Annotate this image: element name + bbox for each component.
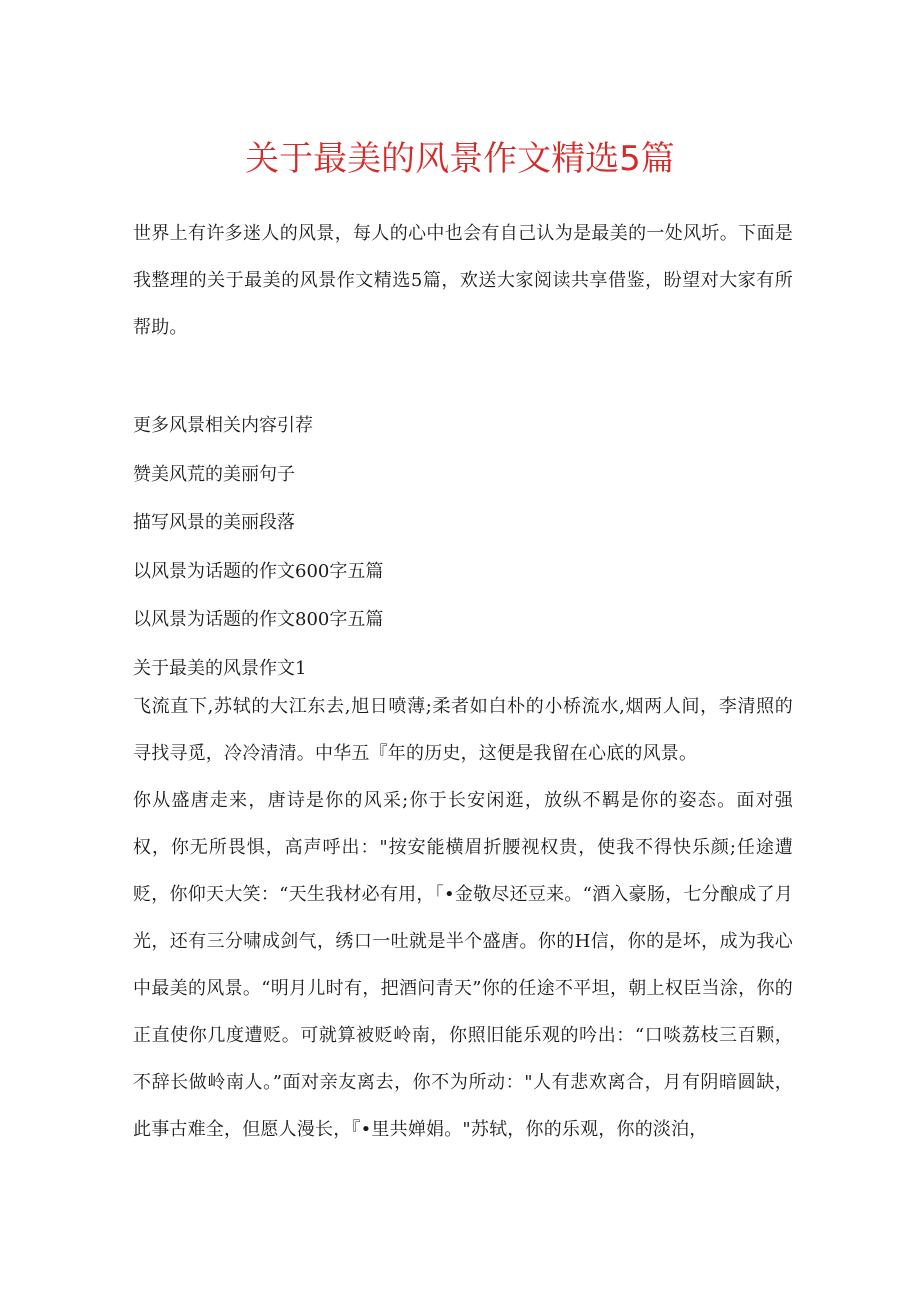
related-link-item[interactable]: 赞美风荒的美丽句子 [133, 463, 295, 485]
body-paragraph: 你从盛唐走来，唐诗是你的风采;你于长安闲逛，放纵不羁是你的姿态。面对强权，你无所畏惧，高声呼出："按安能横眉折腰视权贵，使我不得快乐颜;任途遭贬，你仰天大笑：“天生我材必有用，「•金敬尽还豆来。“酒入豪肠，七分酿成了月光，还有三分啸成剑气，绣口一吐就是半个盛唐。你的H信，你的是坏，成为我心中最美的风景。“明月儿时有，把酒问青天”你的任途不平坦，朝上权臣当涂，你的正直使你几度遭贬。可就算被贬岭南，你照旧能乐观的吟出：“口啖荔枝三百颗，不辞长做岭南人。”面对亲友离去，你不为所动："人有悲欢离合，月有阴暗圆缺，此事古难全，但愿人漫长，『•里共婵娟。"苏轼，你的乐观，你的淡泊， [133, 790, 793, 1140]
body-paragraph: 飞流直下,苏轼的大江东去,旭日喷薄;柔者如白朴的小桥流水,烟两人间，李清照的寻找寻觅，冷冷清清。中华五『年的历史，这便是我留在心底的风景。 [133, 696, 793, 764]
related-link-item[interactable]: 描写风景的美丽段落 [133, 512, 295, 533]
related-link-item[interactable]: 以风景为话题的作文600字五篇 [133, 560, 384, 582]
intro-paragraph: 世界上有许多迷人的风景，每人的心中也会有自己认为是最美的一处风圻。下面是我整理的关于最美的风景作文精选5篇，欢送大家阅读共享借鉴，盼望对大家有所帮助。 [133, 223, 793, 338]
related-link-item[interactable]: 以风景为话题的作文800字五篇 [133, 609, 384, 630]
section-heading: 关于最美的风景作文1 [133, 657, 307, 679]
related-link-heading[interactable]: 更多风景相关内容引荐 [133, 415, 313, 436]
document-title: 关于最美的风景作文精选5篇 [245, 139, 675, 179]
related-links-list [133, 402, 793, 693]
